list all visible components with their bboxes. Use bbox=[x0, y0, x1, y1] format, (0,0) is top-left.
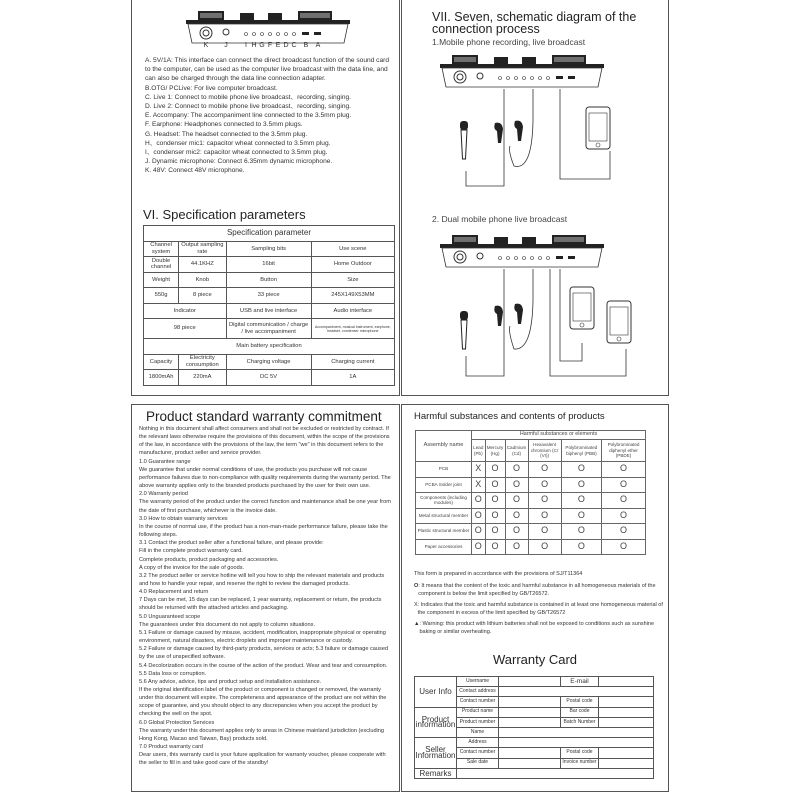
cell: Charging current bbox=[311, 354, 394, 370]
field-label: E-mail bbox=[561, 677, 599, 687]
cell: Double channel bbox=[144, 257, 179, 273]
field-label: Contact number bbox=[457, 697, 499, 707]
port-label: I bbox=[245, 42, 247, 49]
compliant-mark: O bbox=[472, 493, 486, 509]
warranty-paragraph: 5.1 Failure or damage caused by misuse, accident, modification, inappropriate physical or operating environment, natural disasters, electric droplets and improper maintenance or custody. bbox=[139, 629, 386, 645]
compliant-mark: O bbox=[561, 493, 601, 509]
cell: Size bbox=[311, 272, 394, 288]
warranty-paragraph: 5.6 Any advice, advice, tips and product setup and installation assistance. bbox=[139, 678, 322, 685]
exceeds-mark: X bbox=[472, 462, 486, 478]
spec-heading: VI. Specification parameters bbox=[143, 207, 306, 222]
compliant-mark: O bbox=[485, 508, 505, 524]
harmful-table bbox=[415, 430, 646, 555]
interface-panel bbox=[131, 0, 400, 396]
connection-diagram-panel bbox=[401, 0, 669, 396]
cell: Capacity bbox=[144, 354, 179, 370]
field-label: Product number bbox=[457, 717, 499, 727]
cell: 8 piece bbox=[179, 288, 226, 304]
interface-item: B.OTG/ PCLive: For live computer broadcast. bbox=[145, 84, 278, 92]
table-row bbox=[416, 508, 646, 524]
field-label: Invoice number bbox=[561, 758, 599, 768]
compliant-mark: O bbox=[602, 462, 646, 478]
seller-contact-field[interactable] bbox=[499, 748, 561, 758]
warranty-paragraph: The warranty under this document applies only to areas in Chinese mainland jurisdiction (excluding Hong Kong, Macao and Taiwan, Bay) products sold. bbox=[139, 727, 385, 742]
spec-table bbox=[143, 225, 395, 386]
interface-item: H、condenser mic1: capacitor wheat connected to 3.5mm plug. bbox=[145, 139, 331, 147]
note-o: : It means that the content of the toxic and harmful substance in all homogeneous materials of the component is below the limit specified by GB/T26572. bbox=[418, 583, 656, 597]
harmful-heading: Harmful substances and contents of products bbox=[414, 411, 605, 422]
contact-address-field[interactable] bbox=[499, 687, 654, 697]
compliant-mark: O bbox=[528, 539, 561, 555]
field-label: Name bbox=[457, 727, 499, 737]
port-label: E bbox=[275, 42, 281, 49]
table-row bbox=[416, 524, 646, 540]
cell: 1A bbox=[311, 370, 394, 386]
warranty-paragraph: In the course of normal use, if the product has a non-man-made performance failure, please take the following steps. bbox=[139, 523, 388, 539]
cell: 33 piece bbox=[226, 288, 311, 304]
compliant-mark: O bbox=[602, 493, 646, 509]
port-label: H bbox=[251, 42, 257, 49]
warranty-paragraph: 3.2 The product seller or service hotline will tell you how to ship the relevant materials and products and how to handle your repair, and reserve the right to review the damaged products. bbox=[139, 572, 385, 587]
interface-item: I、condenser mic2: capacitor wheat connected to 3.5mm plug. bbox=[145, 149, 328, 157]
cell: Home Outdoor bbox=[311, 257, 394, 273]
user-info-label: User Info bbox=[415, 677, 457, 708]
email-field[interactable] bbox=[599, 677, 654, 687]
interface-item: K. 48V: Connect 48V microphone. bbox=[145, 167, 245, 175]
warranty-text bbox=[139, 425, 394, 768]
cell: Accompaniment, musical instrument, earphone, headset, condenser microphone bbox=[311, 319, 394, 339]
harmful-substances-panel bbox=[401, 404, 669, 792]
compliant-mark: O bbox=[602, 508, 646, 524]
postal-code-field[interactable] bbox=[599, 697, 654, 707]
assembly-name: Paper accessories bbox=[416, 539, 472, 555]
warranty-paragraph: The warranty period of the product under the correct function and maintenance shall be one year from the date of first purchase, whichever is the invoice date. bbox=[139, 499, 391, 514]
compliant-mark: O bbox=[528, 508, 561, 524]
exceeds-mark: X bbox=[472, 477, 486, 493]
interface-item: F. Earphone: Headphones connected to 3.5mm plugs. bbox=[145, 121, 303, 129]
table-row bbox=[416, 477, 646, 493]
address-field[interactable] bbox=[499, 738, 654, 748]
compliant-mark: O bbox=[561, 477, 601, 493]
cell: Audio interface bbox=[311, 303, 394, 319]
warranty-paragraph: Complete products, product packaging and accessories. bbox=[139, 556, 279, 563]
compliant-mark: O bbox=[485, 524, 505, 540]
compliant-mark: O bbox=[602, 539, 646, 555]
cell: Charging voltage bbox=[226, 354, 311, 370]
bar-code-field[interactable] bbox=[599, 707, 654, 717]
warranty-paragraph: 7 Days can be met, 15 days can be replaced, 1 year warranty, replacement or return, the products should be returned with the attached articles and packaging. bbox=[139, 597, 382, 612]
cell: 1800mAh bbox=[144, 370, 179, 386]
compliant-mark: O bbox=[505, 477, 528, 493]
cell: 550g bbox=[144, 288, 179, 304]
table-row bbox=[416, 493, 646, 509]
cell: Output sampling rate bbox=[179, 241, 226, 257]
remarks-field[interactable] bbox=[457, 768, 654, 778]
product-info-label: Product information bbox=[415, 707, 457, 738]
assembly-name: Metal structural member bbox=[416, 508, 472, 524]
compliant-mark: O bbox=[505, 539, 528, 555]
compliant-mark: O bbox=[561, 539, 601, 555]
compliant-mark: O bbox=[472, 524, 486, 540]
seller-postal-field[interactable] bbox=[599, 748, 654, 758]
field-label: Sale date bbox=[457, 758, 499, 768]
diagram-heading: VII. Seven, schematic diagram of the connection process bbox=[432, 10, 637, 36]
compliant-mark: O bbox=[561, 508, 601, 524]
table-row bbox=[416, 462, 646, 478]
warranty-paragraph: If the original identification label of the product or component is changed or removed, the warranty under this document will expire. The completeness and appearance of the product are not within the scope of guarantee, and you should object to any discrepancies when you accept the product by checking the well on the spot. bbox=[139, 687, 387, 718]
compliant-mark: O bbox=[528, 477, 561, 493]
compliant-mark: O bbox=[528, 524, 561, 540]
compliant-mark: O bbox=[485, 462, 505, 478]
warranty-paragraph: Fill in the complete product warranty card. bbox=[139, 548, 243, 555]
port-label: K bbox=[203, 42, 209, 49]
compliant-mark: O bbox=[505, 493, 528, 509]
interface-item: C. Live 1: Connect to mobile phone live broadcast、recording, singing. bbox=[145, 93, 351, 101]
interface-item: E. Accompany: The accompaniment line connected to the 3.5mm plug. bbox=[145, 112, 352, 120]
compliant-mark: O bbox=[602, 477, 646, 493]
table-row bbox=[416, 539, 646, 555]
sale-date-field[interactable] bbox=[499, 758, 561, 768]
sound-card-front-diagram bbox=[132, 0, 401, 49]
warranty-paragraph: Nothing in this document shall affect consumers and shall not be excluded or restricted by contract. If the relevant laws otherwise require the provisions of this document, within the scope of the provisions of the law, in accordance with the provisions of the law, the term "we" in this document refers to the manufacturer, product seller and service provider. bbox=[139, 426, 390, 457]
cell: 245X149X53MM bbox=[311, 288, 394, 304]
product-number-field[interactable] bbox=[499, 717, 561, 727]
battery-title: Main battery specification bbox=[144, 339, 395, 355]
substance-header: Hexavalent chromium (Cr (VI)) bbox=[528, 440, 561, 462]
assembly-name: Plastic structural member bbox=[416, 524, 472, 540]
cell: Indicator bbox=[144, 303, 227, 319]
remarks-label: Remarks bbox=[415, 768, 457, 778]
field-label: Batch Number bbox=[561, 717, 599, 727]
cell: 16bit bbox=[226, 257, 311, 273]
cell: Channel system bbox=[144, 241, 179, 257]
compliant-mark: O bbox=[528, 462, 561, 478]
compliant-mark: O bbox=[505, 524, 528, 540]
warranty-paragraph: The guarantees under this document do not apply to column situations. bbox=[139, 621, 316, 628]
username-field[interactable] bbox=[499, 677, 561, 687]
warranty-paragraph: 1.0 Guarantee range bbox=[139, 458, 191, 465]
assembly-name: Components (including modules) bbox=[416, 493, 472, 509]
warranty-paragraph: 2.0 Warranty period bbox=[139, 491, 188, 498]
cell: Sampling bits bbox=[226, 241, 311, 257]
port-label: A bbox=[315, 42, 321, 49]
x-symbol: X bbox=[414, 602, 418, 608]
diagram-sub2: 2. Dual mobile phone live broadcast bbox=[432, 214, 568, 224]
warranty-paragraph: 7.0 Product warranty card bbox=[139, 744, 204, 751]
field-label: Username bbox=[457, 677, 499, 687]
field-label: Postal code bbox=[561, 697, 599, 707]
cell: Use scene bbox=[311, 241, 394, 257]
interface-item: A. 5V/1A: This interface can connect the direct broadcast function of the sound card to the computer, can be used as the computer live broadcast with the data line, and can also be charged through the data line connection adapter. bbox=[145, 57, 389, 83]
compliant-mark: O bbox=[485, 493, 505, 509]
assembly-header: Assembly name bbox=[416, 431, 472, 462]
compliant-mark: O bbox=[472, 539, 486, 555]
warranty-paragraph: 4.0 Replacement and return bbox=[139, 589, 209, 596]
warranty-card-title: Warranty Card bbox=[492, 652, 578, 667]
compliant-mark: O bbox=[505, 508, 528, 524]
port-label: D bbox=[283, 42, 289, 49]
warranty-paragraph: Dear users, this warranty card is your future application for warranty voucher, please cooperate with the seller to fill in and take good care of the standby! bbox=[139, 752, 386, 767]
warranty-paragraph: 5.0 Unguaranteed scope bbox=[139, 613, 201, 620]
circle-symbol: O bbox=[414, 583, 419, 589]
connection-diagram-1 bbox=[402, 51, 670, 201]
product-name-field[interactable] bbox=[499, 707, 561, 717]
compliant-mark: O bbox=[561, 524, 601, 540]
field-label: Product name bbox=[457, 707, 499, 717]
diagram-sub1: 1.Mobile phone recording, live broadcast bbox=[432, 37, 586, 47]
interface-list bbox=[145, 56, 395, 176]
note-x: : Indicates that the toxic and harmful substance is contained in at least one homogeneous material of the component in excess of the limit specified by GB/T26572 bbox=[417, 602, 663, 616]
warranty-heading: Product standard warranty commitment bbox=[146, 409, 382, 424]
note-standard: This form is prepared in accordance with the provisions of SJ/T11364 bbox=[414, 571, 583, 577]
compliant-mark: O bbox=[602, 524, 646, 540]
spec-table-title: Specification parameter bbox=[144, 226, 395, 242]
warranty-card-table bbox=[414, 676, 654, 779]
port-label: F bbox=[267, 42, 273, 49]
substance-header: Polybrominated biphenyl (PBB) bbox=[561, 440, 601, 462]
port-label: B bbox=[303, 42, 309, 49]
field-label: Contact number bbox=[457, 748, 499, 758]
warning-icon: ▲ bbox=[414, 621, 420, 627]
batch-number-field[interactable] bbox=[599, 717, 654, 727]
field-label: Bar code bbox=[561, 707, 599, 717]
contact-number-field[interactable] bbox=[499, 697, 561, 707]
invoice-number-field[interactable] bbox=[599, 758, 654, 768]
compliant-mark: O bbox=[505, 462, 528, 478]
field-label: Address bbox=[457, 738, 499, 748]
warranty-paragraph: 3.0 How to obtain warranty services bbox=[139, 515, 228, 522]
assembly-name: PCBA Solder joint bbox=[416, 477, 472, 493]
warranty-paragraph: 3.1 Contact the product seller after a functional failure, and please provide: bbox=[139, 540, 324, 547]
compliant-mark: O bbox=[472, 508, 486, 524]
compliant-mark: O bbox=[485, 539, 505, 555]
cell: 44.1KHZ bbox=[179, 257, 226, 273]
warranty-paragraph: We guarantee that under normal conditions of use, the products you purchase will not cause performance failures due to non-compliance with quality requirements during the warranty period. The above warranty applies only to the branded products purchased by the user for their own use. bbox=[139, 466, 391, 490]
group-header: Harmful substances or elements bbox=[472, 431, 646, 440]
substance-header: Polybrominated diphenyl ether (PBDE) bbox=[602, 440, 646, 462]
cell: Weight bbox=[144, 272, 179, 288]
interface-item: J. Dynamic microphone: Connect 6.35mm dynamic microphone. bbox=[145, 158, 333, 166]
substance-header: Cadmium (Cd) bbox=[505, 440, 528, 462]
interface-item: G. Headset: The headset connected to the 3.5mm plug. bbox=[145, 130, 308, 138]
note-warning: : Warning: this product with lithium batteries shall not be exposed to conditions such as sunshine baking or similar overheating. bbox=[419, 621, 655, 635]
port-label: G bbox=[259, 42, 265, 49]
substance-header: Lead (Pb) bbox=[472, 440, 486, 462]
warranty-paragraph: A copy of the invoice for the sale of goods. bbox=[139, 564, 245, 571]
cell: 98 piece bbox=[144, 319, 227, 339]
assembly-name: PCB bbox=[416, 462, 472, 478]
name-field[interactable] bbox=[499, 727, 654, 737]
seller-info-label: Seller Information bbox=[415, 738, 457, 769]
warranty-commitment-panel bbox=[131, 404, 400, 792]
cell: Digital communication / charge / live accompaniment bbox=[226, 319, 311, 339]
cell: Knob bbox=[179, 272, 226, 288]
port-label: C bbox=[291, 42, 297, 49]
cell: 220mA bbox=[179, 370, 226, 386]
port-label: J bbox=[224, 42, 228, 49]
notes bbox=[414, 570, 664, 636]
warranty-paragraph: 6.0 Global Protection Services bbox=[139, 719, 215, 726]
warranty-paragraph: 5.4 Decolorization occurs in the course of the action of the product. Wear and tear and consumption. bbox=[139, 662, 388, 669]
interface-item: D. Live 2: Connect to mobile phone live broadcast、recording, singing. bbox=[145, 103, 351, 111]
warranty-paragraph: 5.2 Failure or damage caused by third-party products, services or acts; 5.3 failure or damage caused by the use of unspecified software. bbox=[139, 646, 389, 661]
compliant-mark: O bbox=[528, 493, 561, 509]
cell: Button bbox=[226, 272, 311, 288]
cell: DC 5V bbox=[226, 370, 311, 386]
cell: USB and live interface bbox=[226, 303, 311, 319]
connection-diagram-2 bbox=[402, 231, 670, 391]
cell: Electricity consumption bbox=[179, 354, 226, 370]
substance-header: Mercury (Hg) bbox=[485, 440, 505, 462]
warranty-paragraph: 5.5 Data loss or corruption. bbox=[139, 670, 207, 677]
field-label: Postal code bbox=[561, 748, 599, 758]
compliant-mark: O bbox=[561, 462, 601, 478]
field-label: Contact address bbox=[457, 687, 499, 697]
compliant-mark: O bbox=[485, 477, 505, 493]
